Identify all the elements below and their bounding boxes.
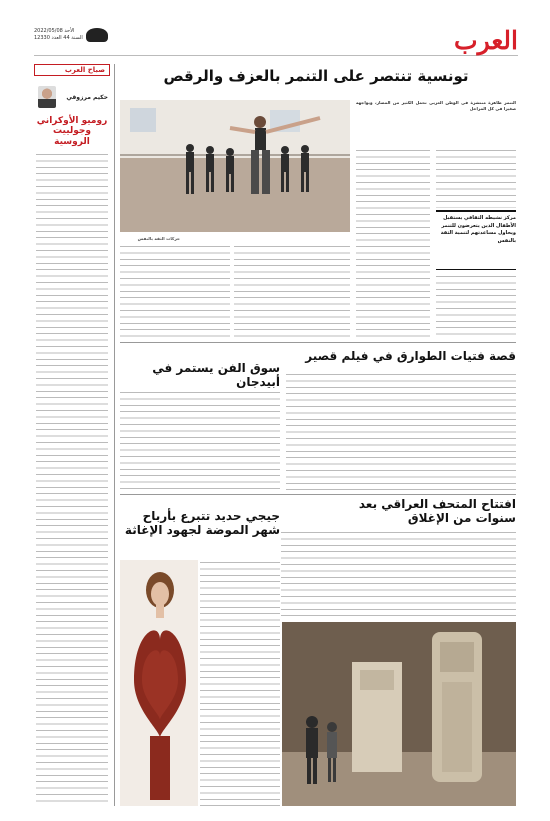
museum-body <box>281 530 516 620</box>
main-headline: تونسية تنتصر على التنمر بالعزف والرقص <box>163 67 469 85</box>
art-market-body <box>120 390 280 490</box>
gigi-photo <box>120 560 198 806</box>
opinion-column <box>34 64 110 806</box>
author-name: حكيم مرزوقي <box>66 94 108 101</box>
issue-date: الأحد 2022/05/08 السنة 44 العدد 12330 <box>34 28 83 41</box>
gigi-body <box>200 560 280 806</box>
masthead-emblem-icon <box>86 28 108 42</box>
tuareg-headline: قصة فتيات الطوارق في فيلم قصير <box>305 349 516 363</box>
museum-headline: افتتاح المتحف العراقي بعد سنوات من الإغلاق <box>358 497 516 525</box>
main-story-body-b <box>436 148 516 208</box>
photo-caption: حركات الثقة بالنفس <box>137 236 180 241</box>
column-header <box>34 64 110 76</box>
main-story-body-d <box>120 244 230 338</box>
pull-quote <box>436 210 516 270</box>
dance-class-illustration <box>120 100 350 232</box>
main-story-body-a <box>356 148 430 338</box>
dance-class-photo <box>120 100 350 232</box>
section-divider-2 <box>120 494 516 495</box>
art-market-headline: سوق الفن يستمر في أبيدجان <box>152 361 280 389</box>
gigi-illustration <box>120 560 198 806</box>
main-story-body-e <box>234 244 350 338</box>
pull-quote-text: مركز نشيطه الثقافي يستقبل الأطفال الذين يتعرضون للتنمر ويحاول مساعدتهم لتنمية الثقة بالنفس <box>440 215 516 244</box>
tuareg-body <box>286 372 516 492</box>
author-photo <box>38 86 56 108</box>
museum-photo <box>282 622 516 806</box>
newspaper-logo: العرب <box>454 26 518 55</box>
masthead <box>34 22 518 56</box>
column-title: روميو الأوكراني وجولييت الروسية <box>36 116 108 147</box>
column-kicker: صباح العرب <box>64 66 105 74</box>
main-story-body-c <box>436 274 516 338</box>
section-divider-1 <box>120 342 516 343</box>
gigi-headline: جيجي حديد تتبرع بأرباح شهر الموضة لجهود الإغاثة <box>124 509 280 537</box>
column-body <box>36 152 108 802</box>
column-divider <box>114 64 115 806</box>
museum-illustration <box>282 622 516 806</box>
main-story-lead: التنمر ظاهرة منتشرة في الوطن العربي تحمل الكثير من المضار، ويواجهه صغيرا في كل المراحل <box>356 100 516 112</box>
main-story-intro <box>356 100 516 145</box>
